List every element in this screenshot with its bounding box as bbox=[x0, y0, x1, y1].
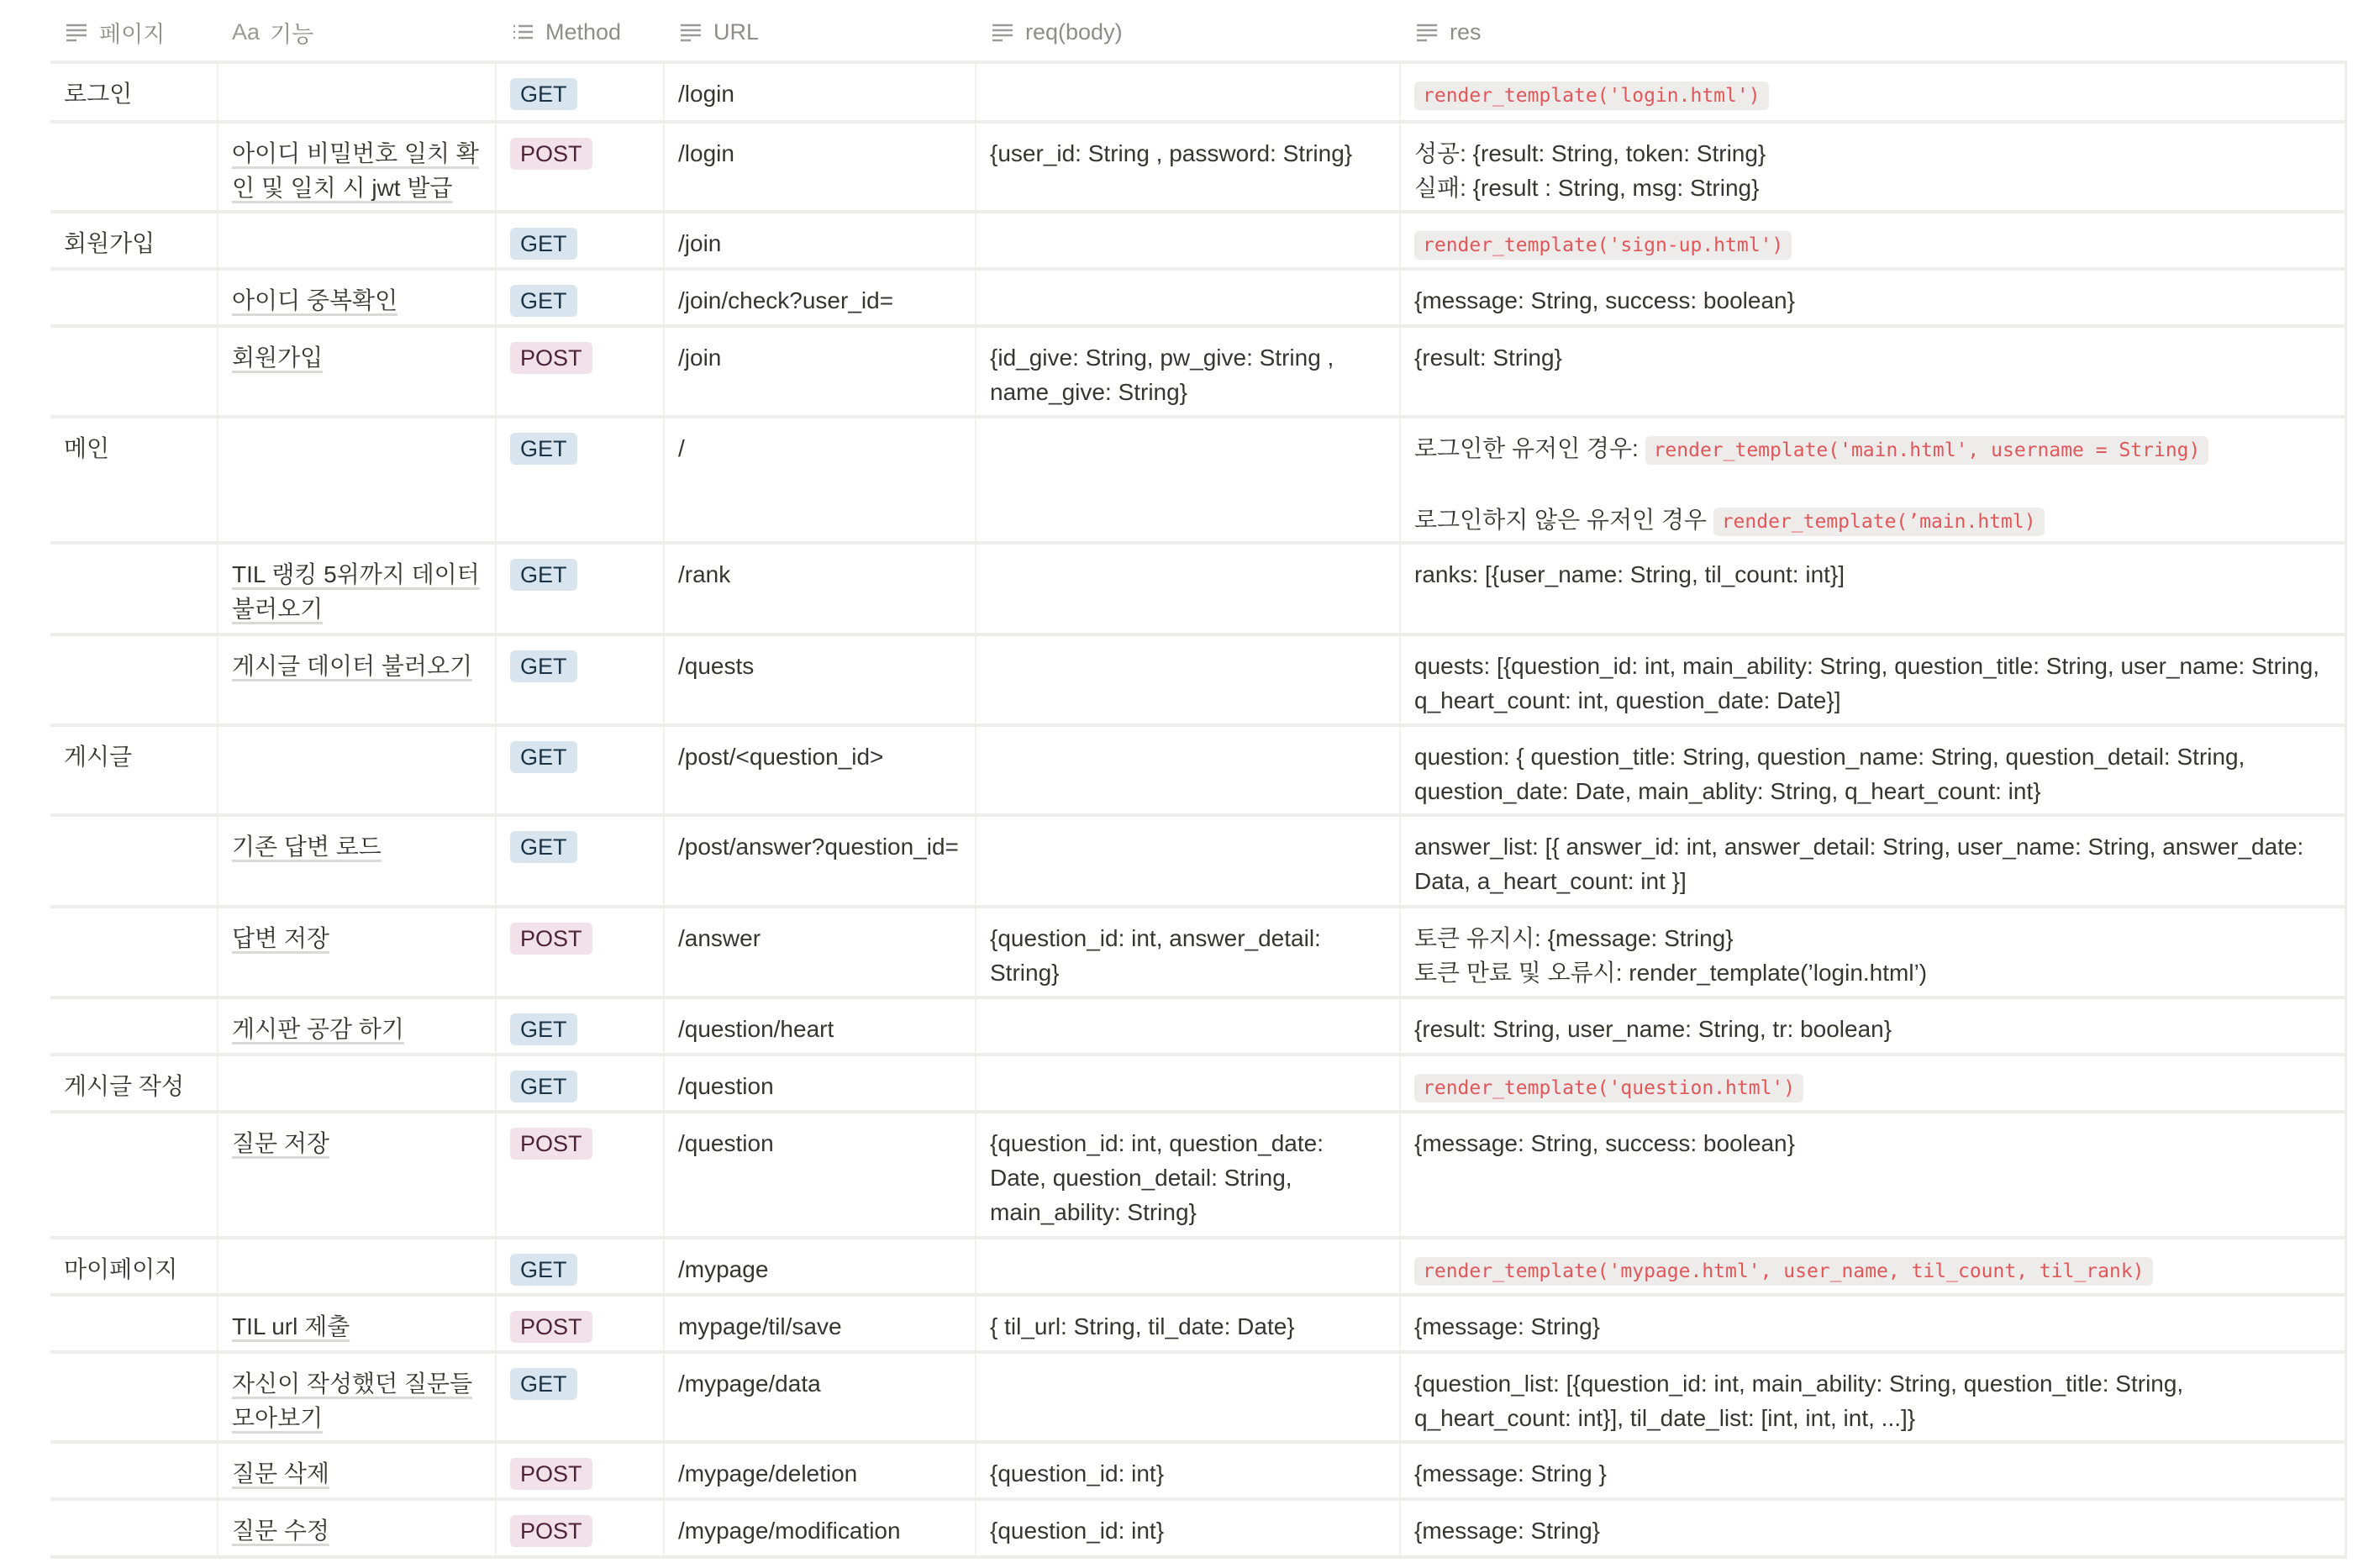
inline-code: render_template('question.html') bbox=[1414, 1074, 1803, 1102]
method-cell[interactable] bbox=[497, 213, 665, 267]
inline-code: render_template('main.html', username = String) bbox=[1645, 436, 2209, 465]
url-text: /post/answer?question_id= bbox=[678, 834, 959, 860]
url-cell[interactable] bbox=[665, 1297, 976, 1350]
column-header-label: 페이지 bbox=[99, 21, 166, 47]
column-header-label: 기능 bbox=[270, 21, 314, 47]
feature-cell[interactable] bbox=[218, 1297, 497, 1350]
res-cell[interactable] bbox=[1401, 64, 2347, 120]
url-cell[interactable] bbox=[665, 1056, 976, 1110]
page-cell[interactable] bbox=[50, 1444, 218, 1497]
url-text: /login bbox=[678, 81, 734, 107]
url-cell[interactable] bbox=[665, 1239, 976, 1293]
feature-cell[interactable] bbox=[218, 124, 497, 210]
req-body-cell[interactable] bbox=[976, 124, 1401, 210]
page-cell[interactable] bbox=[50, 545, 218, 633]
res-text: {message: String } bbox=[1414, 1460, 1607, 1486]
column-header-feature[interactable] bbox=[218, 0, 497, 64]
column-header-method[interactable] bbox=[497, 0, 665, 64]
feature-cell[interactable] bbox=[218, 1444, 497, 1497]
table-row[interactable] bbox=[50, 999, 2347, 1056]
req-body-cell[interactable] bbox=[976, 271, 1401, 324]
inline-code: render_template('login.html') bbox=[1414, 82, 1769, 110]
url-text: mypage/til/save bbox=[678, 1313, 842, 1339]
page-cell[interactable] bbox=[50, 1113, 218, 1236]
res-text: 로그인하지 않은 유저인 경우 bbox=[1414, 507, 1713, 533]
res-cell[interactable] bbox=[1401, 999, 2347, 1053]
feature-link[interactable]: TIL 랭킹 5위까지 데이터 불러오기 bbox=[232, 561, 480, 622]
feature-cell[interactable] bbox=[218, 727, 497, 813]
feature-link[interactable]: 질문 삭제 bbox=[232, 1460, 329, 1486]
feature-cell[interactable] bbox=[218, 213, 497, 267]
res-text: {message: String} bbox=[1414, 1518, 1601, 1544]
method-cell[interactable] bbox=[497, 271, 665, 324]
req-body-cell[interactable] bbox=[976, 328, 1401, 415]
page-cell[interactable] bbox=[50, 1501, 218, 1555]
feature-link[interactable]: 질문 저장 bbox=[232, 1130, 329, 1156]
url-text: /post/<question_id> bbox=[678, 744, 884, 770]
res-cell[interactable] bbox=[1401, 1501, 2347, 1555]
method-badge: GET bbox=[510, 559, 577, 591]
res-text: 실패: {result : String, msg: String} bbox=[1414, 175, 1760, 201]
req-body-cell[interactable] bbox=[976, 999, 1401, 1053]
method-cell[interactable] bbox=[497, 64, 665, 120]
feature-cell[interactable] bbox=[218, 636, 497, 723]
feature-link[interactable]: 답변 저장 bbox=[232, 925, 329, 951]
res-text: 성공: {result: String, token: String} bbox=[1414, 140, 1766, 166]
page-cell[interactable] bbox=[50, 636, 218, 723]
url-cell[interactable] bbox=[665, 418, 976, 541]
res-text: 토큰 유지시: {message: String} bbox=[1414, 925, 1734, 951]
method-badge: GET bbox=[510, 433, 577, 465]
req-body-cell[interactable] bbox=[976, 1354, 1401, 1440]
url-cell[interactable] bbox=[665, 213, 976, 267]
text-lines-icon bbox=[64, 19, 89, 45]
res-text: {question_list: [{question_id: int, main_ability: String, question_title: String, q_heart_count: int}], til_date_list: [int, int, int, ...]} bbox=[1414, 1371, 2184, 1431]
page-cell[interactable] bbox=[50, 328, 218, 415]
url-text: /rank bbox=[678, 561, 731, 587]
req-body-cell[interactable] bbox=[976, 64, 1401, 120]
method-badge: GET bbox=[510, 1254, 577, 1286]
column-header-label: URL bbox=[713, 18, 760, 45]
page-name: 게시글 작성 bbox=[64, 1073, 185, 1099]
method-cell[interactable] bbox=[497, 1297, 665, 1350]
table-row[interactable] bbox=[50, 1501, 2347, 1559]
text-lines-icon bbox=[678, 19, 703, 45]
method-cell[interactable] bbox=[497, 999, 665, 1053]
feature-cell[interactable] bbox=[218, 64, 497, 120]
req-body-text: {question_id: int, question_date: Date, question_detail: String, main_ability: String} bbox=[990, 1130, 1324, 1225]
feature-link[interactable]: TIL url 제출 bbox=[232, 1313, 350, 1339]
table-row[interactable] bbox=[50, 1354, 2347, 1444]
method-badge: GET bbox=[510, 650, 577, 682]
url-text: /mypage/modification bbox=[678, 1518, 901, 1544]
feature-cell[interactable] bbox=[218, 1239, 497, 1293]
page-name: 회원가입 bbox=[64, 230, 155, 256]
res-cell[interactable] bbox=[1401, 1444, 2347, 1497]
req-body-text: {id_give: String, pw_give: String , name_give: String} bbox=[990, 345, 1334, 405]
method-cell[interactable] bbox=[497, 1354, 665, 1440]
feature-cell[interactable] bbox=[218, 999, 497, 1053]
req-body-text: { til_url: String, til_date: Date} bbox=[990, 1313, 1295, 1339]
method-cell[interactable] bbox=[497, 328, 665, 415]
table-row[interactable] bbox=[50, 124, 2347, 213]
res-text: 토큰 만료 및 오류시: render_template(’login.html’) bbox=[1414, 960, 1928, 986]
table-row[interactable] bbox=[50, 1056, 2347, 1113]
feature-link[interactable]: 회원가입 bbox=[232, 345, 324, 371]
req-body-text: {user_id: String , password: String} bbox=[990, 140, 1353, 166]
page-cell[interactable] bbox=[50, 1297, 218, 1350]
multi-select-list-icon bbox=[510, 19, 535, 45]
url-text: /mypage bbox=[678, 1256, 769, 1282]
url-cell[interactable] bbox=[665, 1501, 976, 1555]
url-text: /join/check?user_id= bbox=[678, 287, 894, 313]
column-header-page[interactable] bbox=[50, 0, 218, 64]
url-cell[interactable] bbox=[665, 64, 976, 120]
req-body-cell[interactable] bbox=[976, 1297, 1401, 1350]
req-body-text: {question_id: int} bbox=[990, 1460, 1165, 1486]
req-body-cell[interactable] bbox=[976, 1056, 1401, 1110]
table-row[interactable] bbox=[50, 817, 2347, 908]
table-row[interactable] bbox=[50, 213, 2347, 271]
req-body-cell[interactable] bbox=[976, 1444, 1401, 1497]
page-cell[interactable] bbox=[50, 1354, 218, 1440]
method-badge: POST bbox=[510, 1128, 592, 1160]
method-badge: GET bbox=[510, 78, 577, 110]
feature-cell[interactable] bbox=[218, 1113, 497, 1236]
res-text: 로그인한 유저인 경우: bbox=[1414, 435, 1645, 461]
req-body-cell[interactable] bbox=[976, 418, 1401, 541]
res-text: {message: String, success: boolean} bbox=[1414, 287, 1795, 313]
table-row[interactable] bbox=[50, 908, 2347, 999]
url-cell[interactable] bbox=[665, 328, 976, 415]
page-name: 로그인 bbox=[64, 81, 133, 107]
method-badge: GET bbox=[510, 1368, 577, 1400]
method-badge: GET bbox=[510, 285, 577, 317]
page-name: 마이페이지 bbox=[64, 1256, 178, 1282]
title-aa-icon: Aa bbox=[232, 18, 261, 45]
text-lines-icon bbox=[990, 19, 1015, 45]
feature-cell[interactable] bbox=[218, 545, 497, 633]
feature-link[interactable]: 기존 답변 로드 bbox=[232, 834, 382, 860]
feature-link[interactable]: 아이디 중복확인 bbox=[232, 287, 398, 313]
method-cell[interactable] bbox=[497, 1239, 665, 1293]
url-text: /join bbox=[678, 345, 722, 371]
url-text: /mypage/data bbox=[678, 1371, 821, 1397]
req-body-text: {question_id: int} bbox=[990, 1518, 1165, 1544]
table-row[interactable] bbox=[50, 1239, 2347, 1297]
url-text: /question bbox=[678, 1073, 774, 1099]
method-badge: POST bbox=[510, 1311, 592, 1343]
res-cell[interactable] bbox=[1401, 636, 2347, 723]
res-text: answer_list: [{ answer_id: int, answer_detail: String, user_name: String, answer_date: Data, a_heart_count: int }] bbox=[1414, 834, 2304, 894]
feature-cell[interactable] bbox=[218, 418, 497, 541]
feature-cell[interactable] bbox=[218, 1501, 497, 1555]
url-cell[interactable] bbox=[665, 1113, 976, 1236]
url-text: /question bbox=[678, 1130, 774, 1156]
res-text: quests: [{question_id: int, main_ability: String, question_title: String, user_name: String, q_heart_count: int, question_date: Date}] bbox=[1414, 653, 2320, 713]
method-cell[interactable] bbox=[497, 1056, 665, 1110]
req-body-cell[interactable] bbox=[976, 545, 1401, 633]
method-cell[interactable] bbox=[497, 1501, 665, 1555]
method-cell[interactable] bbox=[497, 1444, 665, 1497]
page-cell[interactable] bbox=[50, 213, 218, 267]
res-cell[interactable] bbox=[1401, 213, 2347, 267]
table-row[interactable] bbox=[50, 271, 2347, 328]
inline-code: render_template('mypage.html', user_name, til_count, til_rank) bbox=[1414, 1257, 2153, 1286]
column-header-req[interactable] bbox=[976, 0, 1401, 64]
req-body-cell[interactable] bbox=[976, 1501, 1401, 1555]
url-cell[interactable] bbox=[665, 817, 976, 905]
req-body-cell[interactable] bbox=[976, 1113, 1401, 1236]
method-cell[interactable] bbox=[497, 727, 665, 813]
res-text: {message: String} bbox=[1414, 1313, 1601, 1339]
page-cell[interactable] bbox=[50, 999, 218, 1053]
url-cell[interactable] bbox=[665, 727, 976, 813]
res-cell[interactable] bbox=[1401, 1056, 2347, 1110]
method-badge: POST bbox=[510, 138, 592, 170]
feature-cell[interactable] bbox=[218, 817, 497, 905]
method-cell[interactable] bbox=[497, 1113, 665, 1236]
method-cell[interactable] bbox=[497, 124, 665, 210]
url-text: /question/heart bbox=[678, 1016, 834, 1042]
req-body-cell[interactable] bbox=[976, 908, 1401, 996]
page-cell[interactable] bbox=[50, 124, 218, 210]
page-cell[interactable] bbox=[50, 418, 218, 541]
page-cell[interactable] bbox=[50, 1056, 218, 1110]
method-cell[interactable] bbox=[497, 418, 665, 541]
column-header-label: res bbox=[1450, 18, 1482, 45]
res-text: {message: String, success: boolean} bbox=[1414, 1130, 1795, 1156]
table-row[interactable] bbox=[50, 1113, 2347, 1239]
text-lines-icon bbox=[1414, 19, 1440, 45]
method-badge: GET bbox=[510, 831, 577, 863]
url-text: /mypage/deletion bbox=[678, 1460, 858, 1486]
res-text: {result: String} bbox=[1414, 345, 1562, 371]
method-badge: POST bbox=[510, 342, 592, 374]
table-row[interactable] bbox=[50, 418, 2347, 545]
method-badge: POST bbox=[510, 1515, 592, 1547]
res-cell[interactable] bbox=[1401, 727, 2347, 813]
table-header bbox=[50, 0, 2347, 64]
feature-cell[interactable] bbox=[218, 908, 497, 996]
page-name: 메인 bbox=[64, 435, 110, 461]
url-text: /answer bbox=[678, 925, 761, 951]
feature-link[interactable]: 게시글 데이터 불러오기 bbox=[232, 653, 473, 679]
method-cell[interactable] bbox=[497, 908, 665, 996]
table-row[interactable] bbox=[50, 1297, 2347, 1354]
req-body-cell[interactable] bbox=[976, 817, 1401, 905]
res-text: question: { question_title: String, question_name: String, question_detail: String, question_date: Date, main_ablity: String, q_heart_count: int} bbox=[1414, 744, 2245, 804]
res-cell[interactable] bbox=[1401, 908, 2347, 996]
res-cell[interactable] bbox=[1401, 817, 2347, 905]
table-row[interactable] bbox=[50, 328, 2347, 418]
spacer bbox=[1414, 468, 2331, 502]
url-cell[interactable] bbox=[665, 908, 976, 996]
method-cell[interactable] bbox=[497, 817, 665, 905]
feature-link[interactable]: 질문 수정 bbox=[232, 1518, 329, 1544]
url-text: /login bbox=[678, 140, 734, 166]
method-cell[interactable] bbox=[497, 545, 665, 633]
page-name: 게시글 bbox=[64, 744, 133, 770]
res-cell[interactable] bbox=[1401, 328, 2347, 415]
column-header-url[interactable] bbox=[665, 0, 976, 64]
method-badge: GET bbox=[510, 1071, 577, 1102]
res-cell[interactable] bbox=[1401, 545, 2347, 633]
feature-cell[interactable] bbox=[218, 1056, 497, 1110]
res-text: {result: String, user_name: String, tr: boolean} bbox=[1414, 1016, 1892, 1042]
url-cell[interactable] bbox=[665, 271, 976, 324]
url-text: /quests bbox=[678, 653, 755, 679]
page-cell[interactable] bbox=[50, 817, 218, 905]
url-cell[interactable] bbox=[665, 1444, 976, 1497]
req-body-cell[interactable] bbox=[976, 727, 1401, 813]
table-row[interactable] bbox=[50, 545, 2347, 636]
url-text: /join bbox=[678, 230, 722, 256]
url-text: / bbox=[678, 435, 685, 461]
url-cell[interactable] bbox=[665, 545, 976, 633]
inline-code: render_template(’main.html) bbox=[1713, 508, 2045, 536]
method-cell[interactable] bbox=[497, 636, 665, 723]
res-text: ranks: [{user_name: String, til_count: int}] bbox=[1414, 561, 1845, 587]
res-cell[interactable] bbox=[1401, 418, 2347, 541]
res-cell[interactable] bbox=[1401, 124, 2347, 210]
page-cell[interactable] bbox=[50, 64, 218, 120]
page-cell[interactable] bbox=[50, 908, 218, 996]
res-cell[interactable] bbox=[1401, 1239, 2347, 1293]
inline-code: render_template('sign-up.html') bbox=[1414, 231, 1792, 260]
url-cell[interactable] bbox=[665, 636, 976, 723]
feature-cell[interactable] bbox=[218, 1354, 497, 1440]
column-header-label: req(body) bbox=[1025, 18, 1123, 45]
req-body-text: {question_id: int, answer_detail: String} bbox=[990, 925, 1321, 986]
method-badge: GET bbox=[510, 741, 577, 773]
method-badge: GET bbox=[510, 228, 577, 260]
page-cell[interactable] bbox=[50, 271, 218, 324]
res-cell[interactable] bbox=[1401, 1354, 2347, 1440]
feature-link[interactable]: 자신이 작성했던 질문들 모아보기 bbox=[232, 1371, 473, 1431]
table-row[interactable] bbox=[50, 64, 2347, 124]
page-cell[interactable] bbox=[50, 727, 218, 813]
method-badge: POST bbox=[510, 1458, 592, 1490]
req-body-cell[interactable] bbox=[976, 636, 1401, 723]
req-body-cell[interactable] bbox=[976, 213, 1401, 267]
table-row[interactable] bbox=[50, 727, 2347, 817]
url-cell[interactable] bbox=[665, 999, 976, 1053]
feature-link[interactable]: 아이디 비밀번호 일치 확인 및 일치 시 jwt 발급 bbox=[232, 140, 479, 201]
column-header-res[interactable] bbox=[1401, 0, 2347, 64]
url-cell[interactable] bbox=[665, 1354, 976, 1440]
method-badge: POST bbox=[510, 923, 592, 955]
res-cell[interactable] bbox=[1401, 1113, 2347, 1236]
req-body-cell[interactable] bbox=[976, 1239, 1401, 1293]
feature-cell[interactable] bbox=[218, 271, 497, 324]
feature-cell[interactable] bbox=[218, 328, 497, 415]
res-cell[interactable] bbox=[1401, 1297, 2347, 1350]
column-header-label: Method bbox=[545, 18, 622, 45]
table-row[interactable] bbox=[50, 1444, 2347, 1501]
page-cell[interactable] bbox=[50, 1239, 218, 1293]
res-cell[interactable] bbox=[1401, 271, 2347, 324]
method-badge: GET bbox=[510, 1013, 577, 1045]
table-row[interactable] bbox=[50, 636, 2347, 727]
url-cell[interactable] bbox=[665, 124, 976, 210]
feature-link[interactable]: 게시판 공감 하기 bbox=[232, 1016, 404, 1042]
